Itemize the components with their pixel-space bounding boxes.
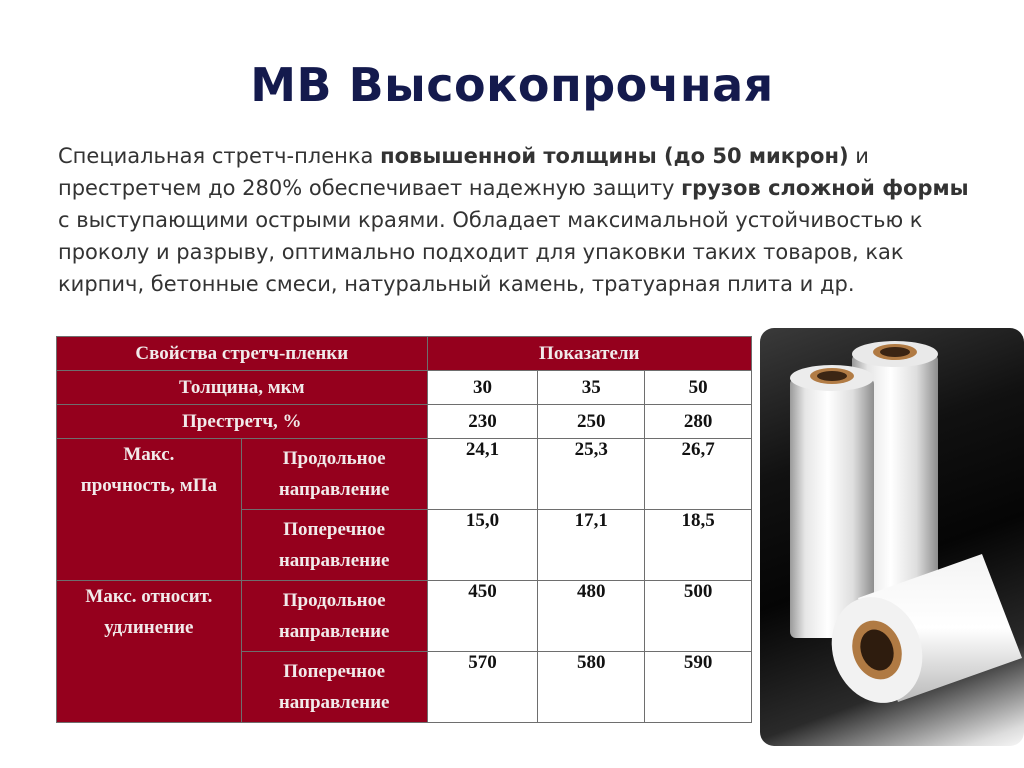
film-rolls-illustration xyxy=(760,328,1024,746)
row-label-longitudinal xyxy=(241,581,427,652)
transverse-label-line1: Поперечное xyxy=(283,661,386,682)
row-label-thickness: Толщина, мкм xyxy=(57,371,428,405)
table-row xyxy=(57,439,752,510)
cell-value: 17,1 xyxy=(538,510,645,581)
longitudinal-label-line1: Продольное xyxy=(282,448,386,469)
intro-bold-1: повышенной толщины (до 50 микрон) xyxy=(380,144,849,168)
row-label-transverse xyxy=(241,652,427,723)
intro-text-1: Специальная стретч-пленка xyxy=(58,144,381,168)
strength-label-line1: Макс. xyxy=(123,444,175,465)
row-label-longitudinal xyxy=(241,439,427,510)
cell-value: 230 xyxy=(427,405,538,439)
intro-paragraph xyxy=(58,140,973,300)
cell-value: 250 xyxy=(538,405,645,439)
row-group-label-strength xyxy=(57,439,242,581)
table-row xyxy=(57,581,752,652)
transverse-label-line2: направление xyxy=(278,550,390,571)
specs-table xyxy=(56,336,752,723)
transverse-label-line1: Поперечное xyxy=(283,519,386,540)
intro-text-2: и престретчем до 280% обеспечивает надежную защиту xyxy=(58,144,869,200)
cell-value: 26,7 xyxy=(645,439,752,510)
table-header-row xyxy=(57,337,752,371)
cell-value: 590 xyxy=(645,652,752,723)
stretch-film-rolls-photo xyxy=(760,328,1024,746)
elongation-label-line2: удлинение xyxy=(104,617,194,638)
cell-value: 24,1 xyxy=(427,439,538,510)
longitudinal-label-line2: направление xyxy=(278,621,390,642)
cell-value: 280 xyxy=(645,405,752,439)
cell-value: 450 xyxy=(427,581,538,652)
cell-value: 480 xyxy=(538,581,645,652)
row-label-transverse xyxy=(241,510,427,581)
cell-value: 500 xyxy=(645,581,752,652)
cell-value: 18,5 xyxy=(645,510,752,581)
longitudinal-label-line1: Продольное xyxy=(282,590,386,611)
row-label-prestretch: Престретч, % xyxy=(57,405,428,439)
table-row xyxy=(57,405,752,439)
cell-value: 580 xyxy=(538,652,645,723)
longitudinal-label-line2: направление xyxy=(278,479,390,500)
cell-value: 25,3 xyxy=(538,439,645,510)
header-properties: Свойства стретч-пленки xyxy=(57,337,428,371)
page-title: МВ Высокопрочная xyxy=(250,58,774,112)
table-row xyxy=(57,371,752,405)
cell-value: 15,0 xyxy=(427,510,538,581)
intro-text-3: с выступающими острыми краями. Обладает максимальной устойчивостью к проколу и разрыву, оптимально подходит для упаковки таких товаров, как кирпич, бетонные смеси, натуральный камень, тратуарная плита и др. xyxy=(58,208,923,296)
cell-value: 30 xyxy=(427,371,538,405)
cell-value: 35 xyxy=(538,371,645,405)
elongation-label-line1: Макс. относит. xyxy=(85,586,213,607)
header-values: Показатели xyxy=(427,337,751,371)
cell-value: 570 xyxy=(427,652,538,723)
intro-bold-2: грузов сложной формы xyxy=(681,176,969,200)
row-group-label-elongation xyxy=(57,581,242,723)
strength-label-line2: прочность, мПа xyxy=(80,475,217,496)
transverse-label-line2: направление xyxy=(278,692,390,713)
cell-value: 50 xyxy=(645,371,752,405)
